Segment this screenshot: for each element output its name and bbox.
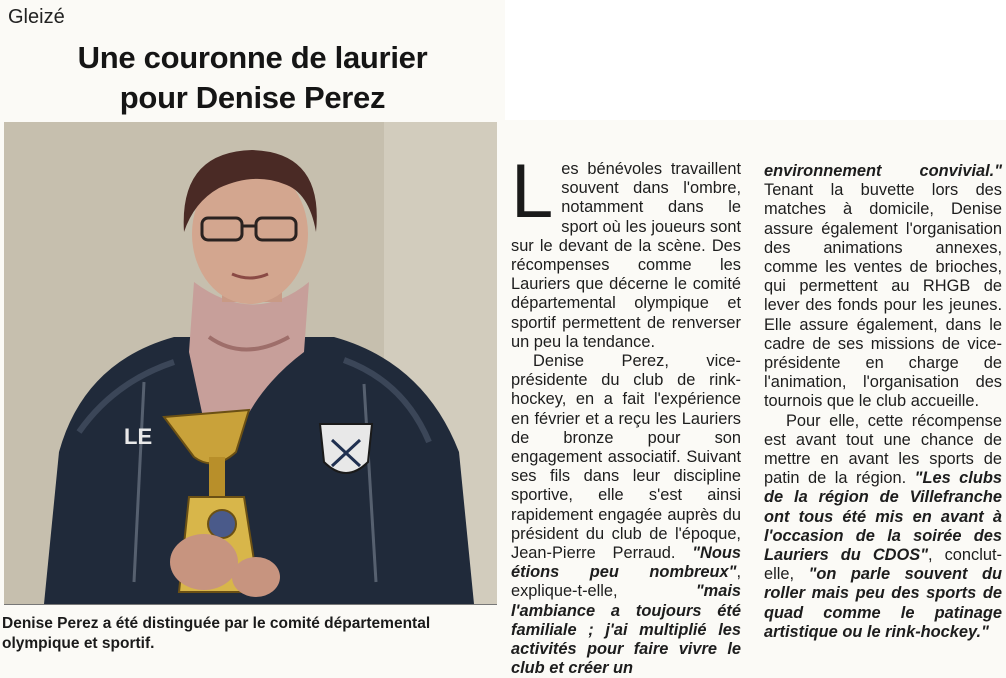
drop-cap: L xyxy=(511,149,554,234)
headline-line-1: Une couronne de laurier xyxy=(77,40,428,75)
quote-environnement: environnement convivial." xyxy=(764,162,1002,180)
paragraph-4-text-a: Pour elle, cette récompense est avant tout une chance de mettre en avant les sports de patin de la région. xyxy=(764,411,1002,488)
paragraph-3-text: Tenant la buvette lors des matches à domicile, Denise assure également l'organisation des animations annexes, comme les ventes de brioches, qui permettent au RHGB de lever des fonds pour les jeunes. Elle assure également, dans le cadre de ses missions de vice-présidente en charge de l'animation, l'organisation des tournois que le club accueille. xyxy=(764,181,1002,411)
scan-margin xyxy=(505,0,1006,120)
article-paragraph-4 xyxy=(764,412,1002,642)
svg-text:LE: LE xyxy=(124,424,153,449)
rubric-label: Gleizé xyxy=(8,6,65,28)
paragraph-1-text: es bénévoles travaillent souvent dans l'ombre, notamment dans le sport où les joueurs sont sur le devant de la scène. Des récompenses comme les Lauriers que décerne le comité départemental olympique et sportif permettent de renverser un peu la tendance. xyxy=(511,160,741,351)
article-column-1 xyxy=(511,149,741,678)
article-column-2 xyxy=(764,162,1002,642)
article-quote-continuation xyxy=(764,162,1002,412)
portrait-illustration xyxy=(4,122,497,604)
quote-clubs-villefranche: "Les clubs de la région de Villefranche ont tous été mis en avant à l'occasion de la soirée des Lauriers du CDOS" xyxy=(764,469,1002,565)
headline-line-2: pour Denise Perez xyxy=(119,80,386,115)
quote-nous-etions: "Nous étions peu nombreux" xyxy=(511,544,741,582)
quote-roller: "on parle souvent du roller mais peu des sports de quad comme le patinage artistique ou le rink-hockey." xyxy=(764,565,1003,641)
portrait-photo xyxy=(4,122,497,605)
paragraph-2-text-a: Denise Perez, vice-présidente du club de rink-hockey, en a fait l'expérience en février et a reçu les Lauriers de bronze pour son engagement associatif. Suivant ses fils dans leur discipline sportive, elle s'est ainsi rapidement engagée auprès du président du club de l'époque, Jean-Pierre Perraud. xyxy=(511,352,741,563)
paragraph-4-text-b: , conclut-elle, xyxy=(764,546,1002,584)
quote-ambiance: "mais l'ambiance a toujours été familiale ; j'ai multiplié les activités pour faire vivre le club et créer un xyxy=(511,582,741,678)
headline xyxy=(0,38,505,118)
photo-caption: Denise Perez a été distinguée par le comité départemental olympique et sportif. xyxy=(2,615,431,652)
article-paragraph-2 xyxy=(511,352,741,678)
article-paragraph-1 xyxy=(511,149,741,352)
paragraph-2-text-b: , explique-t-elle, xyxy=(511,563,741,601)
